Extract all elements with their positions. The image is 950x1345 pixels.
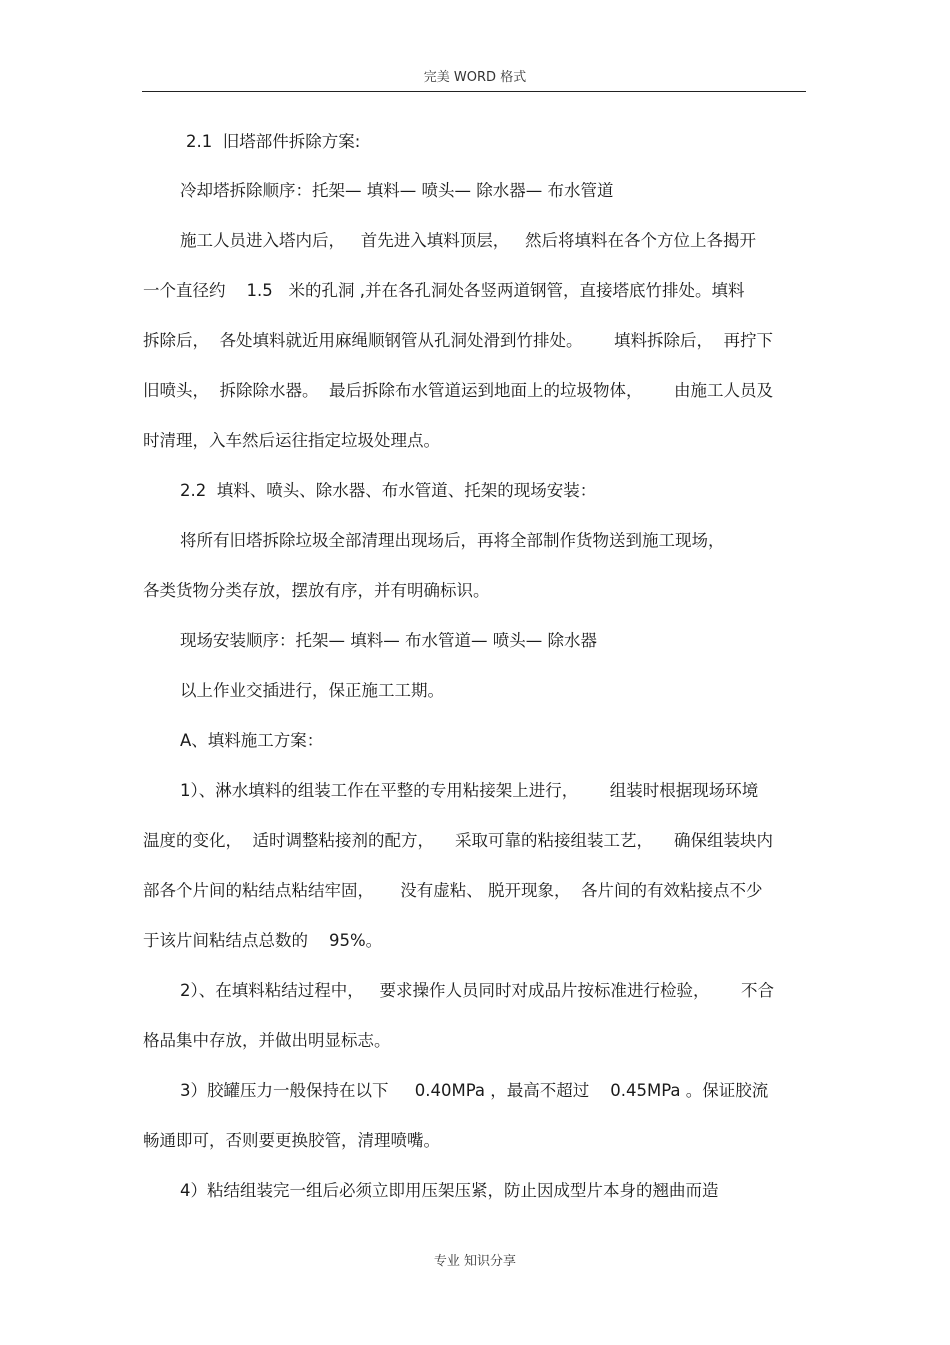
paragraph-line: 冷却塔拆除顺序：托架— 填料— 喷头— 除水器— 布水管道 — [180, 181, 614, 200]
paragraph-line: 4）粘结组装完一组后必须立即用压架压紧，防止因成型片本身的翘曲而造 — [180, 1181, 719, 1200]
paragraph-line: 各类货物分类存放，摆放有序，并有明确标识。 — [143, 581, 490, 600]
paragraph-line: 格品集中存放，并做出明显标志。 — [143, 1031, 391, 1050]
paragraph-line: 一个直径约 1.5 米的孔洞 ,并在各孔洞处各竖两道钢管，直接塔底竹排处。填料 — [143, 281, 745, 300]
section-heading-2-1: 2.1 旧塔部件拆除方案: — [186, 132, 361, 151]
section-heading-a: A、填料施工方案： — [180, 731, 324, 750]
header-rule — [142, 91, 806, 92]
paragraph-line: 2）、在填料粘结过程中， 要求操作人员同时对成品片按标准进行检验， 不合 — [180, 981, 774, 1000]
paragraph-line: 于该片间粘结点总数的 95%。 — [143, 931, 383, 950]
paragraph-line: 施工人员进入塔内后， 首先进入填料顶层， 然后将填料在各个方位上各揭开 — [180, 231, 756, 250]
paragraph-line: 部各个片间的粘结点粘结牢固， 没有虚粘、 脱开现象， 各片间的有效粘接点不少 — [143, 881, 763, 900]
paragraph-line: 旧喷头， 拆除除水器。 最后拆除布水管道运到地面上的垃圾物体， 由施工人员及 — [143, 381, 773, 400]
paragraph-line: 3）胶罐压力一般保持在以下 0.40MPa ，最高不超过 0.45MPa 。保证胶流 — [180, 1081, 769, 1100]
paragraph-line: 将所有旧塔拆除垃圾全部清理出现场后，再将全部制作货物送到施工现场， — [180, 531, 725, 550]
section-heading-2-2: 2.2 填料、喷头、除水器、布水管道、托架的现场安装： — [180, 481, 597, 500]
paragraph-line: 拆除后， 各处填料就近用麻绳顺钢管从孔洞处滑到竹排处。 填料拆除后， 再拧下 — [143, 331, 773, 350]
page-header: 完美 WORD 格式 — [423, 70, 527, 85]
paragraph-line: 以上作业交插进行，保正施工工期。 — [180, 681, 444, 700]
paragraph-line: 现场安装顺序：托架— 填料— 布水管道— 喷头— 除水器 — [180, 631, 597, 650]
paragraph-line: 温度的变化， 适时调整粘接剂的配方， 采取可靠的粘接组装工艺， 确保组装块内 — [143, 831, 773, 850]
paragraph-line: 时清理，入车然后运往指定垃圾处理点。 — [143, 431, 440, 450]
paragraph-line: 畅通即可，否则要更换胶管，清理喷嘴。 — [143, 1131, 440, 1150]
paragraph-line: 1）、淋水填料的组装工作在平整的专用粘接架上进行， 组装时根据现场环境 — [180, 781, 759, 800]
page-footer: 专业 知识分享 — [433, 1254, 517, 1269]
